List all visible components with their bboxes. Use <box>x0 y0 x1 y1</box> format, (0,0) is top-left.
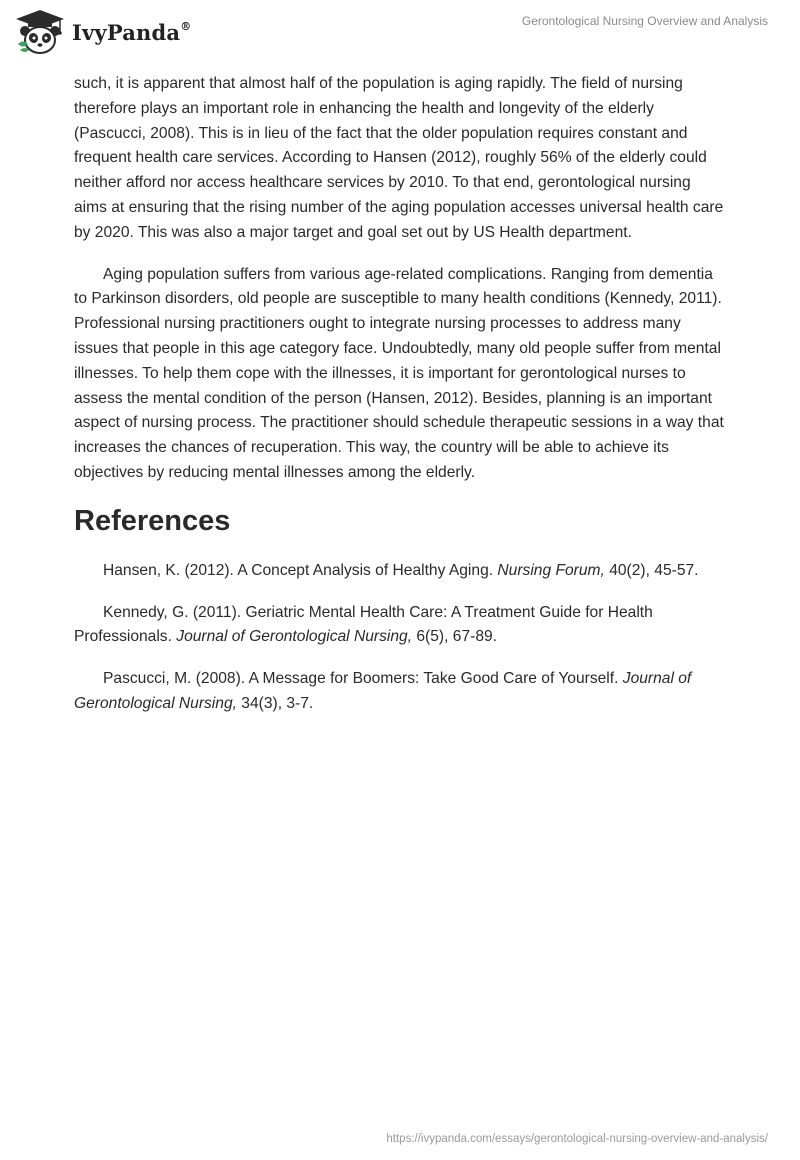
reference-details: 6(5), 67-89. <box>412 628 497 646</box>
reference-text: Kennedy, G. (2011). Geriatric Mental Health Care: A Treatment Guide for Health Professionals. <box>74 603 653 646</box>
reference-text: Hansen, K. (2012). A Concept Analysis of Healthy Aging. <box>103 561 498 579</box>
reference-item <box>74 559 724 584</box>
references-heading: References <box>74 504 231 537</box>
reference-journal: Nursing Forum, <box>497 561 605 579</box>
page-header <box>0 0 800 70</box>
reference-item <box>74 601 724 651</box>
paragraph: Aging population suffers from various age-related complications. Ranging from dementia to Parkinson disorders, old people are susceptible to many health conditions (Kennedy, 2011). Professional nursing practitioners ought to integrate nursing processes to address many issues that people in this age category face. Undoubtedly, many old people suffer from mental illnesses. To help them cope with the illnesses, it is important for gerontological nurses to assess the mental condition of the person (Hansen, 2012). Besides, planning is an important aspect of nursing process. The practitioner should schedule therapeutic sessions in a way that increases the chances of recuperation. This way, the country will be able to achieve its objectives by reducing mental illnesses among the elderly. <box>74 265 724 481</box>
reference-details: 40(2), 45-57. <box>604 561 699 579</box>
registered-mark: ® <box>180 19 192 33</box>
reference-item <box>74 667 724 717</box>
source-url[interactable]: https://ivypanda.com/essays/gerontological-nursing-overview-and-analysis/ <box>386 1133 768 1145</box>
reference-text: Pascucci, M. (2008). A Message for Boomers: Take Good Care of Yourself. <box>103 670 623 688</box>
paragraph-continued: such, it is apparent that almost half of the population is aging rapidly. The field of nursing therefore plays an important role in enhancing the health and longevity of the elderly (Pascucci, 2008). This is in lieu of the fact that the older population requires constant and frequent health care services. According to Hansen (2012), roughly 56% of the elderly could neither afford nor access healthcare services by 2010. To that end, gerontological nursing aims at ensuring that the rising number of the aging population accesses universal health care by 2020. This was also a major target and goal set out by US Health department. <box>74 75 724 241</box>
ivypanda-logo[interactable] <box>14 8 191 56</box>
brand-name-text: IvyPanda <box>72 19 181 45</box>
panda-graduation-cap-icon <box>14 8 66 56</box>
reference-details: 34(3), 3-7. <box>236 694 314 712</box>
reference-journal: Journal of Gerontological Nursing, <box>74 670 692 712</box>
essay-content <box>74 72 724 734</box>
document-title: Gerontological Nursing Overview and Analysis <box>521 14 768 28</box>
reference-journal: Journal of Gerontological Nursing, <box>176 628 413 646</box>
brand-name <box>72 20 191 45</box>
